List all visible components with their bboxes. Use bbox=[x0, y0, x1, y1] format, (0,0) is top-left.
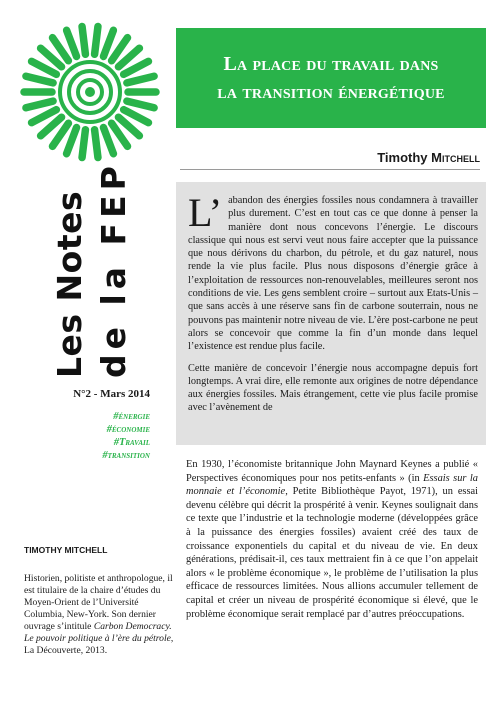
title-line-2: la transition énergétique bbox=[217, 81, 445, 103]
series-title-line-1: Les Notes bbox=[50, 190, 89, 378]
issue-number: N°2 - Mars 2014 bbox=[73, 388, 150, 400]
bio-author-name: TIMOTHY MITCHELL bbox=[24, 545, 108, 555]
author-first-name: Timothy bbox=[377, 150, 428, 165]
bio-book-title-2: Le pouvoir politique à l’ère du pétrole bbox=[24, 633, 171, 644]
bio-book-title-1: Carbon Democracy. bbox=[93, 621, 172, 632]
tag-item[interactable]: #économie bbox=[106, 424, 150, 435]
abstract-paragraph-1 bbox=[188, 190, 478, 354]
body-text bbox=[186, 458, 478, 621]
bio-text-part-2: , La Découverte, 2013. bbox=[24, 633, 174, 656]
body-book-title: Essais sur la monnaie et l’économie bbox=[186, 472, 478, 498]
tag-item[interactable]: #Travail bbox=[113, 437, 150, 448]
body-text-part-2: , Petite Bibliothèque Payot, 1971), un essai devenu célèbre qui décrit la prospérité à venir. Keynes soulignait dans ce texte que l’industrie et la technologie moderne (développées grâce à la puissance des énergies fossiles) avaient créé des taux de croissance exponentiels du capital et du niveau de vie. En deux générations, prédisait-il, ces taux mettraient fin à ce que l’on appelait alors « le problème économique », le problème de l’utilisation la plus efficace de ressources limitées. Nous allions accumuler tellement de capital et créer un niveau de prospérité économique si élevé, que le problème économique serait remplacé par d’autres préoccupations. bbox=[186, 486, 479, 620]
bio-text bbox=[24, 573, 174, 657]
title-line-1: La place du travail dans bbox=[223, 53, 439, 75]
body-text-part-1: En 1930, l’économiste britannique John Maynard Keynes a publié « Perspectives économiques pour nos petits-enfants » (in bbox=[186, 459, 478, 484]
abstract-paragraph-2: Cette manière de concevoir l’énergie nous accompagne depuis fort longtemps. A vrai dire, elle remonte aux origines de notre dépendance aux énergies fossiles. Mais étrangement, cette vie plus facile promise avec l’avènement de bbox=[188, 362, 478, 414]
tag-item[interactable]: #transition bbox=[102, 450, 150, 461]
drop-cap: L’ bbox=[188, 190, 223, 235]
sun-burst-logo-icon bbox=[20, 22, 160, 162]
tag-list bbox=[40, 410, 150, 462]
bio-text-part-1: Historien, politiste et anthropologue, il est titulaire de la chaire d’études du Moyen-Orient de l’Université Columbia, New-York. Son dernier ouvrage s’intitule bbox=[24, 573, 173, 632]
author-name bbox=[180, 150, 480, 170]
body-paragraph bbox=[186, 458, 478, 621]
abstract-paragraph-1-text: abandon des énergies fossiles nous condamnera à travailler plus durement. C’est en tout cas ce que donne à penser la manière dont nous concevons l’énergie. Le discours classique qui nous est servi veut nous faire accepter que la puissance que nous dérivons du charbon, du pétrole, et du gaz naturel, nous rende la vie plus facile. Plus nous disposons d’énergie grâce à l’exploitation de ressources non-renouvelables, meilleures seront nos conditions de vie. Les gens semblent croire – surtout aux Etats-Unis – que sans accès à une réserve sans fin de carbone souterrain, nous ne pouvons pas maintenir notre niveau de vie. L’ère post-carbone ne peut alors se concevoir que comme la fin d’un monde dans lequel l’existence est rendue plus facile. bbox=[188, 195, 478, 353]
title-banner bbox=[176, 28, 486, 128]
tag-item[interactable]: #énergie bbox=[113, 411, 150, 422]
author-last-name: Mitchell bbox=[431, 150, 480, 165]
abstract-box bbox=[176, 182, 486, 445]
series-title-line-2: de la FEP bbox=[94, 161, 133, 378]
